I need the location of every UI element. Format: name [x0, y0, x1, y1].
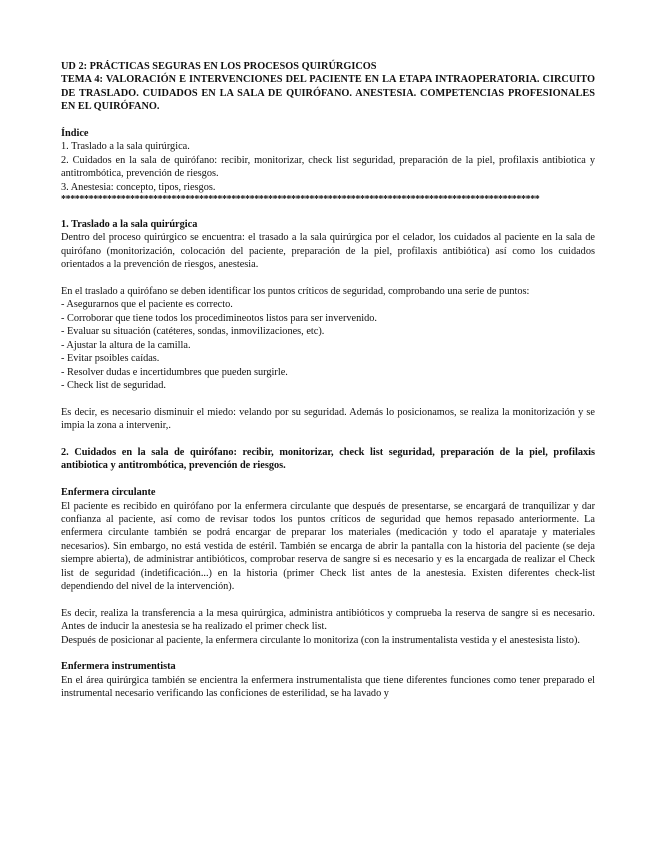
- list-item: - Corroborar que tiene todos los procedimineotos listos para ser invervenido.: [61, 312, 377, 324]
- index-item: 2. Cuidados en la sala de quirófano: recibir, monitorizar, check list seguridad, preparación de la piel, profilaxis antibiotica y antitrombótica, prevención de riesgos.: [61, 154, 595, 180]
- index-item: 1. Traslado a la sala quirúrgica.: [61, 141, 190, 153]
- index-section: [61, 127, 595, 206]
- instrumentista-title: Enfermera instrumentista: [61, 661, 176, 673]
- critical-points-list: [61, 298, 595, 392]
- section-1-intro: Dentro del proceso quirúrgico se encuentra: el trasado a la sala quirúrgica por el celador, los cuidados al paciente en la sala de quirófano (monitorización, colocación del paciente, preparación de la piel, profilaxis antibiótica) así como los cuidados orientados a la prevención de riesgos, anestesia.: [61, 232, 595, 271]
- list-item: - Check list de seguridad.: [61, 379, 166, 391]
- circulante-paragraph-2: Es decir, realiza la transferencia a la mesa quirúrgica, administra antibióticos y comprueba la reserva de sangre si es necesario. Antes de inducir la anestesia se ha realizado el primer check list.: [61, 607, 595, 633]
- section-2: [61, 446, 595, 701]
- section-1-points-intro: En el traslado a quirófano se deben identificar los puntos críticos de seguridad, comprobando una serie de puntos:: [61, 286, 530, 298]
- circulante-paragraph-1: El paciente es recibido en quirófano por la enfermera circulante que después de presentarse, se encargará de tranquilizar y dar confianza al paciente, así como de revisar todos los puntos críticos de seguridad que hemos repasado anteriormente. La enfermera circulante también se podrá encargar de preparar los materiales (medicación y todo el aparataje y materiales necesarios). Sin embargo, no está vestida de estéril. También se encarga de abrir la pantalla con la historia del paciente (se deja siempre abierta), de administrar antibióticos, comprobar reserva de sangre si es necesario y es la encargada de realizar el Check list de seguridad (indetificación...) en la historia (primer Check list antes de la anestesia. Existen diferentes check-list dependiendo del nivel de la intervención).: [61, 500, 595, 592]
- list-item: - Resolver dudas e incertidumbres que pueden surgirle.: [61, 366, 288, 378]
- topic-title: TEMA 4: VALORACIÓN E INTERVENCIONES DEL PACIENTE EN LA ETAPA INTRAOPERATORIA. CIRCUITO DE TRASLADO. CUIDADOS EN LA SALA DE QUIRÓFANO. ANESTESIA. COMPETENCIAS PROFESIONALES EN EL QUIRÓFANO.: [61, 74, 595, 113]
- index-title: Índice: [61, 128, 89, 140]
- list-item: - Ajustar la altura de la camilla.: [61, 339, 191, 351]
- circulante-title: Enfermera circulante: [61, 487, 156, 499]
- section-1: [61, 218, 595, 432]
- section-1-closing: Es decir, es necesario disminuir el miedo: velando por su seguridad. Además lo posicionamos, se realiza la monitorización y se impia la zona a intervenir,.: [61, 406, 595, 432]
- section-2-title: 2. Cuidados en la sala de quirófano: recibir, monitorizar, check list seguridad, preparación de la piel, profilaxis antibiotica y antitrombótica, prevención de riesgos.: [61, 446, 595, 472]
- unit-title: UD 2: PRÁCTICAS SEGURAS EN LOS PROCESOS QUIRÚRGICOS: [61, 61, 377, 72]
- instrumentista-paragraph-1: En el área quirúrgica también se encientra la enfermera instrumentalista que tiene diferentes funciones como tener preparado el instrumental necesario verificando las conficiones de esterilidad, se ha lavado y: [61, 674, 595, 700]
- section-1-title: 1. Traslado a la sala quirúrgica: [61, 219, 198, 231]
- list-item: - Evaluar su situación (catéteres, sondas, inmovilizaciones, etc).: [61, 326, 325, 338]
- separator: ********************************************************************************************************: [61, 194, 540, 206]
- list-item: - Asegurarnos que el paciente es correcto.: [61, 299, 233, 311]
- document-header: [61, 60, 595, 114]
- list-item: - Evitar psoibles caídas.: [61, 353, 160, 365]
- circulante-paragraph-3: Después de posicionar al paciente, la enfermera circulante lo monitoriza (con la instrumentalista vestida y el anestesista listo).: [61, 634, 580, 646]
- document-page: [61, 60, 595, 701]
- index-item: 3. Anestesia: concepto, tipos, riesgos.: [61, 181, 216, 193]
